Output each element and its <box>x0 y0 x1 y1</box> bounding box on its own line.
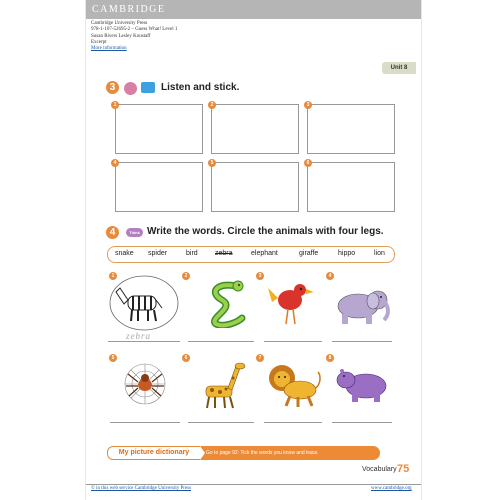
publisher-text: Cambridge University Press <box>91 21 148 26</box>
more-information-link[interactable]: More information <box>91 46 127 52</box>
zebra-picture-circled <box>108 274 180 334</box>
sticker-icon <box>141 82 155 93</box>
answer-line[interactable] <box>332 341 392 342</box>
picture-dictionary-label: My picture dictionary <box>107 446 201 460</box>
sticker-box-1[interactable] <box>115 104 203 154</box>
lion-picture <box>264 362 322 410</box>
sticker-box-6[interactable] <box>307 162 395 212</box>
sticker-box-number: 4 <box>111 159 119 167</box>
word-bank-item: bird <box>186 250 198 257</box>
item-number: 3 <box>256 272 264 280</box>
word-bank-item: lion <box>374 250 385 257</box>
spider-picture <box>120 360 170 408</box>
header-banner <box>86 0 421 19</box>
brand-logo: CAMBRIDGE <box>92 4 166 15</box>
activity-3-number: 3 <box>106 81 119 94</box>
word-bank-item-crossed: zebra <box>215 250 233 257</box>
word-bank-item: giraffe <box>299 250 319 257</box>
item-number: 5 <box>109 354 117 362</box>
sticker-box-3[interactable] <box>307 104 395 154</box>
sticker-box-number: 2 <box>208 101 216 109</box>
page-number: 75 <box>397 463 410 475</box>
item-number: 1 <box>109 272 117 280</box>
sticker-box-number: 6 <box>304 159 312 167</box>
sticker-box-2[interactable] <box>211 104 299 154</box>
word-bank-item: snake <box>115 250 134 257</box>
copyright-link[interactable]: © in this web service Cambridge University Press <box>91 486 192 491</box>
audio-cd-icon <box>123 81 138 96</box>
answer-line[interactable] <box>110 422 180 423</box>
item-number: 7 <box>256 354 264 362</box>
answer-line <box>108 341 180 342</box>
answer-line[interactable] <box>188 341 254 342</box>
activity-3-instruction: Listen and stick. <box>161 82 240 93</box>
worksheet-page <box>85 0 422 500</box>
unit-badge: Unit 8 <box>382 62 416 74</box>
sticker-box-5[interactable] <box>211 162 299 212</box>
answer-line[interactable] <box>264 341 322 342</box>
word-bank-item: hippo <box>338 250 356 257</box>
word-bank <box>107 246 395 263</box>
answer-line[interactable] <box>188 422 254 423</box>
item-number: 8 <box>326 354 334 362</box>
sticker-box-4[interactable] <box>115 162 203 212</box>
example-answer: zebra <box>126 331 151 341</box>
item-number: 4 <box>326 272 334 280</box>
hippo-picture <box>336 364 392 406</box>
answer-line[interactable] <box>332 422 392 423</box>
activity-4-number: 4 <box>106 226 119 239</box>
footer-divider <box>86 484 421 485</box>
website-link[interactable]: www.cambridge.org <box>371 486 412 491</box>
elephant-picture <box>330 286 392 328</box>
giraffe-picture <box>196 360 246 410</box>
section-name: Vocabulary <box>362 466 397 473</box>
book-metadata <box>91 21 177 52</box>
activity-4-instruction: Write the words. Circle the animals with four legs. <box>147 226 384 237</box>
snake-picture <box>198 278 248 328</box>
picture-dictionary-instruction: Go to page 92: Tick the words you know and trace. <box>200 446 380 460</box>
item-number: 6 <box>182 354 190 362</box>
bird-picture <box>266 278 316 330</box>
answer-line[interactable] <box>264 422 322 423</box>
isbn-text: 978-1-107-52695-2 – Guess What! Level 1 <box>91 27 178 33</box>
item-number: 2 <box>182 272 190 280</box>
sticker-box-number: 5 <box>208 159 216 167</box>
sticker-box-number: 1 <box>111 101 119 109</box>
excerpt-text: Excerpt <box>91 39 107 45</box>
think-icon: Think <box>126 228 143 237</box>
authors-text: Susan Rivers Lesley Koustaff <box>91 33 151 39</box>
word-bank-item: spider <box>148 250 168 257</box>
word-bank-item: elephant <box>251 250 278 257</box>
sticker-box-number: 3 <box>304 101 312 109</box>
arrow-right-icon <box>200 446 205 460</box>
